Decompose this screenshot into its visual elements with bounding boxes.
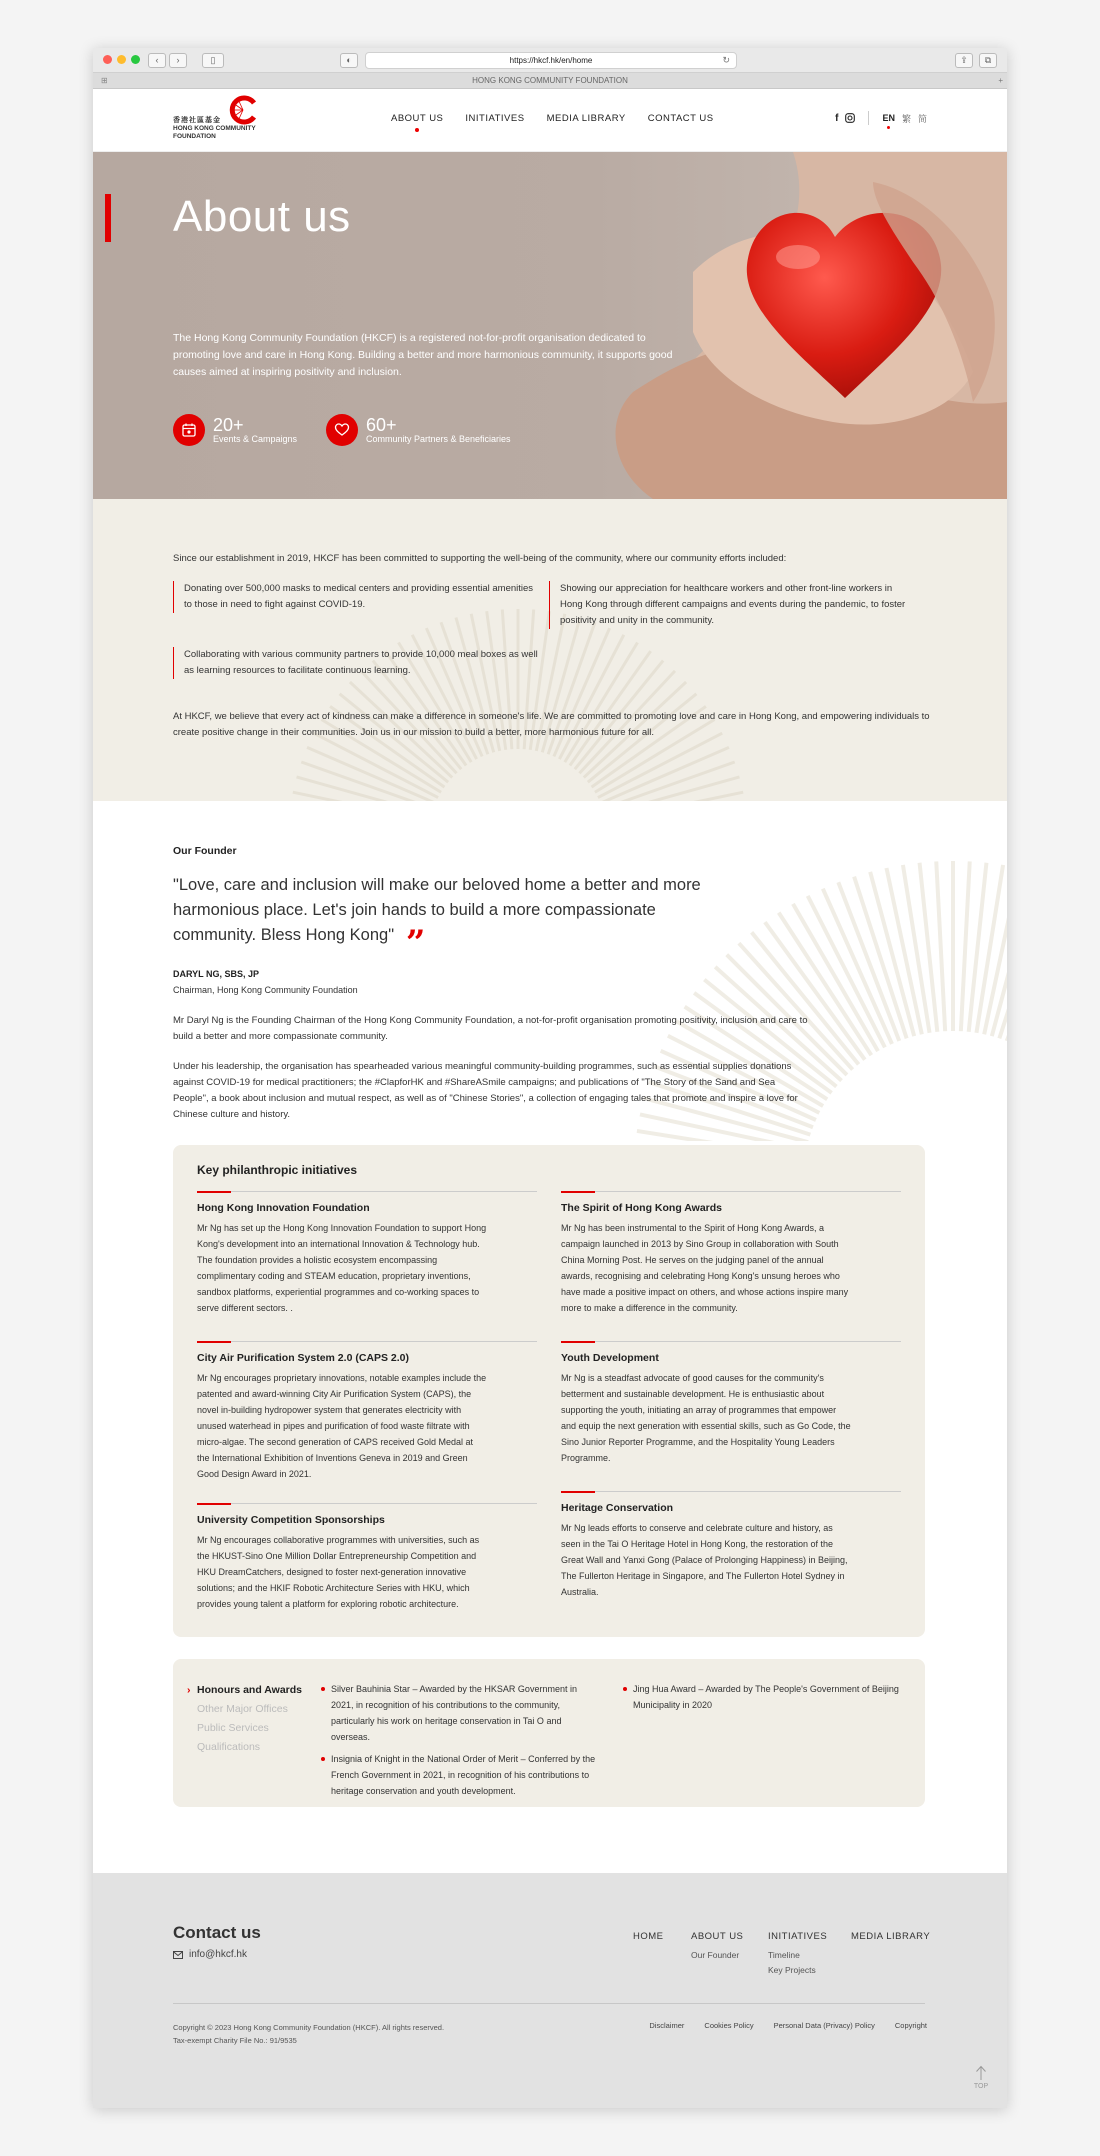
nav-about-us[interactable]: ABOUT US <box>391 113 444 124</box>
initiatives-title: Key philanthropic initiatives <box>197 1163 358 1177</box>
tabs-overview-icon[interactable]: ⧉ <box>979 53 997 68</box>
link-copyright[interactable]: Copyright <box>894 2021 927 2030</box>
url-text: https://hkcf.hk/en/home <box>509 56 593 65</box>
site-footer <box>93 1873 1007 2108</box>
share-icon[interactable]: ⇪ <box>955 53 973 68</box>
initiative-text: Mr Ng has been instrumental to the Spirit of Hong Kong Awards, a campaign launched in 2013 by Sino Group in collaboration with South China Morning Post. He serves on the judging panel of the annual awards, recognising and celebrating Hong Kong's unsung heroes who have made a positive impact on others, and whose actions inspire many more to make a difference in the community. <box>561 1223 849 1313</box>
footer-nav-about <box>691 1931 743 1963</box>
browser-toolbar <box>93 48 1007 73</box>
founder-bio: Mr Daryl Ng is the Founding Chairman of the Hong Kong Community Foundation, a not-for-profit organisation promoting positivity, inclusion and care to build a better and more compassionate community. <box>173 1015 808 1042</box>
initiatives-card <box>173 1145 925 1637</box>
initiative-name: The Spirit of Hong Kong Awards <box>561 1202 722 1214</box>
footer-link-timeline[interactable]: Timeline <box>768 1950 800 1960</box>
header-divider <box>868 111 869 125</box>
copyright <box>173 2021 444 2047</box>
stat-partners <box>326 414 511 446</box>
hero-accent-bar <box>105 194 111 242</box>
honour-item: Jing Hua Award – Awarded by The People's Government of Beijing Municipality in 2020 <box>623 1681 913 1713</box>
reload-icon[interactable]: ↻ <box>722 55 730 65</box>
page-title: About us <box>173 192 351 241</box>
founder-role: Chairman, Hong Kong Community Foundation <box>173 985 358 995</box>
copyright-text: Copyright © 2023 Hong Kong Community Foundation (HKCF). All rights reserved. <box>173 2023 445 2032</box>
charity-number: Tax-exempt Charity File No.: 91/9535 <box>173 2036 297 2045</box>
initiative-name: Heritage Conservation <box>561 1502 674 1514</box>
lang-traditional-chinese[interactable]: 繁 <box>901 113 911 124</box>
privacy-report-icon[interactable]: ◐ <box>340 53 358 68</box>
tab-title[interactable]: HONG KONG COMMUNITY FOUNDATION <box>472 76 628 85</box>
link-privacy-policy[interactable]: Personal Data (Privacy) Policy <box>773 2021 875 2030</box>
new-tab-icon[interactable]: + <box>998 76 1003 85</box>
forward-button[interactable]: › <box>169 53 187 68</box>
stat-events-number: 20+ <box>213 415 244 435</box>
intro-section <box>93 499 1007 801</box>
tab-public-services[interactable]: Public Services <box>197 1722 269 1734</box>
hero-description: The Hong Kong Community Foundation (HKCF) is a registered not-for-profit organisation dedicated to promoting love and care in Hong Kong. Building a better and more harmonious community, it supports good causes aimed at inspiring positivity and inclusion. <box>173 332 673 378</box>
initiative-name: Hong Kong Innovation Foundation <box>197 1202 370 1214</box>
back-to-top-button[interactable] <box>969 2065 993 2090</box>
founder-section-label: Our Founder <box>173 845 237 857</box>
tab-grid-icon[interactable]: ⊞ <box>101 76 108 85</box>
initiative-divider <box>197 1191 537 1192</box>
zoom-window-button[interactable] <box>131 55 140 64</box>
window-controls <box>103 55 140 64</box>
initiative-divider <box>561 1341 901 1342</box>
footer-nav-initiatives-link[interactable]: INITIATIVES <box>768 1931 828 1942</box>
address-bar[interactable] <box>365 52 737 69</box>
initiative-divider <box>561 1491 901 1492</box>
initiative-divider <box>197 1503 537 1504</box>
honour-item: Insignia of Knight in the National Order of Merit – Conferred by the French Government in 2021, in recognition of his contributions to heritage conservation and youth development. <box>321 1751 601 1799</box>
initiative-text: Mr Ng encourages proprietary innovations, notable examples include the patented and award-winning City Air Purification System (CAPS), the novel in-building hydropower system that generates electricity with unused waterhead in pipes and purification of food waste filtrate with micro-algae. The second generation of CAPS received Gold Medal at the International Exhibition of Inventions Geneva in 2019 and Green Good Design Award in 2021. <box>197 1373 487 1479</box>
main-nav <box>391 113 714 124</box>
initiative-text: Mr Ng has set up the Hong Kong Innovation Foundation to support Hong Kong's development into an international Innovation & Technology hub. The foundation provides a holistic ecosystem encompassing complimentary coding and STEAM education, proprietary inventions, sandbox platforms, experiential programmes and co-working spaces to serve different sectors. . <box>197 1223 487 1313</box>
footer-link-our-founder[interactable]: Our Founder <box>691 1950 740 1960</box>
hero-banner <box>93 152 1007 499</box>
logo-chinese-text: 香港社區基金 <box>173 117 221 124</box>
effort-item: Collaborating with various community partners to provide 10,000 meal boxes as well as learning resources to facilitate continuous learning. <box>173 647 539 679</box>
lang-simplified-chinese[interactable]: 简 <box>917 113 927 124</box>
logo-english-text: HONG KONG COMMUNITY FOUNDATION <box>173 125 256 140</box>
footer-link-key-projects[interactable]: Key Projects <box>768 1965 816 1975</box>
contact-title: Contact us <box>173 1923 261 1942</box>
initiative-item <box>561 1491 901 1600</box>
initiative-name: City Air Purification System 2.0 (CAPS 2.0) <box>197 1352 410 1364</box>
minimize-window-button[interactable] <box>117 55 126 64</box>
stat-partners-number: 60+ <box>366 415 397 435</box>
effort-item: Showing our appreciation for healthcare workers and other front-line workers in Hong Kong through different campaigns and events during the pandemic, to foster positivity and unity in the community. <box>549 581 915 629</box>
tab-other-major-offices[interactable]: Other Major Offices <box>197 1703 288 1715</box>
initiative-divider <box>561 1191 901 1192</box>
founder-bio: Under his leadership, the organisation has spearheaded various meaningful community-building programmes, such as essential supplies donations against COVID-19 for medical practitioners; the #ClapforHK and #ShareASmile campaigns; and publications of "The Story of the Sand and Sea People", a book about inclusion and mutual respect, as well as of "Chinese Stories", a collection of engaging tales that promote and inspire a love for Chinese culture and history. <box>173 1061 798 1120</box>
honours-tabs <box>187 1681 302 1757</box>
footer-nav-media[interactable]: MEDIA LIBRARY <box>851 1931 931 1942</box>
intro-lead-text: Since our establishment in 2019, HKCF has been committed to supporting the well-being of the community, where our community efforts included: <box>173 553 787 564</box>
contact-email-text: info@hkcf.hk <box>189 1949 247 1960</box>
heart-hand-icon <box>326 414 358 446</box>
intro-closing-text: At HKCF, we believe that every act of kindness can make a difference in someone's life. We are committed to promoting love and care in Hong Kong, and empowering individuals to create positive change in their communities. Join us in our mission to build a better, more harmonious future for all. <box>173 711 930 738</box>
initiative-item <box>561 1191 901 1316</box>
link-cookies-policy[interactable]: Cookies Policy <box>704 2021 754 2030</box>
initiative-name: Youth Development <box>561 1352 659 1364</box>
logo-mark-icon <box>228 95 258 125</box>
initiative-item <box>197 1503 537 1612</box>
effort-item: Donating over 500,000 masks to medical centers and providing essential amenities to those in need to fight against COVID-19. <box>173 581 539 613</box>
nav-media-library[interactable]: MEDIA LIBRARY <box>546 113 626 124</box>
honours-list <box>321 1681 601 1805</box>
stat-partners-label: Community Partners & Beneficiaries <box>366 434 511 444</box>
initiative-item <box>561 1341 901 1466</box>
tab-bar <box>93 73 1007 89</box>
footer-nav-about-link[interactable]: ABOUT US <box>691 1931 744 1942</box>
contact-email-link[interactable] <box>173 1949 247 1960</box>
footer-nav-initiatives <box>768 1931 827 1978</box>
calendar-icon <box>173 414 205 446</box>
site-logo[interactable] <box>173 95 273 145</box>
founder-section <box>93 801 1007 1141</box>
link-disclaimer[interactable]: Disclaimer <box>649 2021 685 2030</box>
back-to-top-label: TOP <box>973 2083 989 2090</box>
back-button[interactable]: ‹ <box>148 53 166 68</box>
honours-list <box>623 1681 913 1719</box>
sidebar-toggle-icon[interactable]: ▯ <box>202 53 224 68</box>
nav-initiatives[interactable]: INITIATIVES <box>465 113 525 124</box>
initiative-name: University Competition Sponsorships <box>197 1514 385 1526</box>
stat-events-label: Events & Campaigns <box>213 434 298 444</box>
honour-item: Silver Bauhinia Star – Awarded by the HKSAR Government in 2021, in recognition of his contributions to the community, particularly his work on heritage conservation in Tai O and overseas. <box>321 1681 601 1745</box>
initiative-text: Mr Ng is a steadfast advocate of good causes for the community's betterment and sustainable development. He is enthusiastic about supporting the youth, initiating an array of programmes that empower and equip the next generation with essential skills, such as Go Code, the Sino Junior Reporter Programme, and the Hospitality Young Leaders Programme. <box>561 1373 851 1463</box>
honours-card <box>173 1659 925 1807</box>
site-header <box>93 89 1007 152</box>
facebook-icon[interactable]: f <box>835 112 839 124</box>
founder-name: DARYL NG, SBS, JP <box>173 969 260 979</box>
legal-links <box>649 2021 927 2030</box>
initiative-divider <box>197 1341 537 1342</box>
instagram-icon[interactable] <box>845 113 855 123</box>
tab-qualifications[interactable]: Qualifications <box>197 1741 261 1753</box>
founder-quote-text: "Love, care and inclusion will make our beloved home a better and more harmonious place. Let's join hands to build a more compassionate community. Bless Hong Kong" <box>173 876 701 944</box>
initiative-item <box>197 1341 537 1482</box>
founder-quote <box>173 873 713 963</box>
quote-mark-icon: ” <box>394 923 426 963</box>
stat-events <box>173 414 297 446</box>
arrow-up-icon <box>975 2065 987 2081</box>
initiative-text: Mr Ng encourages collaborative programmes with universities, such as the HKUST-Sino One Million Dollar Entrepreneurship Competition and HKU DreamCatchers, designed to foster next-generation innovative solutions; and the HKIF Robotic Architecture Series with HKU, which provides young talent a platform for exploring robotic architecture. <box>197 1535 480 1609</box>
footer-nav-home[interactable]: HOME <box>633 1931 664 1942</box>
initiatives-section <box>93 1141 1007 1659</box>
lang-en[interactable]: EN <box>882 113 895 123</box>
mail-icon <box>173 1951 183 1959</box>
close-window-button[interactable] <box>103 55 112 64</box>
browser-window <box>93 48 1007 2108</box>
tab-honours-and-awards[interactable]: › Honours and Awards <box>187 1681 302 1700</box>
initiative-text: Mr Ng leads efforts to conserve and celebrate culture and history, as seen in the Tai O Heritage Hotel in Hong Kong, the restoration of the Great Wall and Yanxi Gong (Palace of Prolonging Happiness) in Beijing, The Fullerton Heritage in Singapore, and The Fullerton Hotel Sydney in Australia. <box>561 1523 848 1597</box>
initiative-item <box>197 1191 537 1316</box>
footer-divider <box>173 2003 925 2004</box>
honours-section <box>93 1659 1007 1859</box>
nav-contact-us[interactable]: CONTACT US <box>647 113 714 124</box>
